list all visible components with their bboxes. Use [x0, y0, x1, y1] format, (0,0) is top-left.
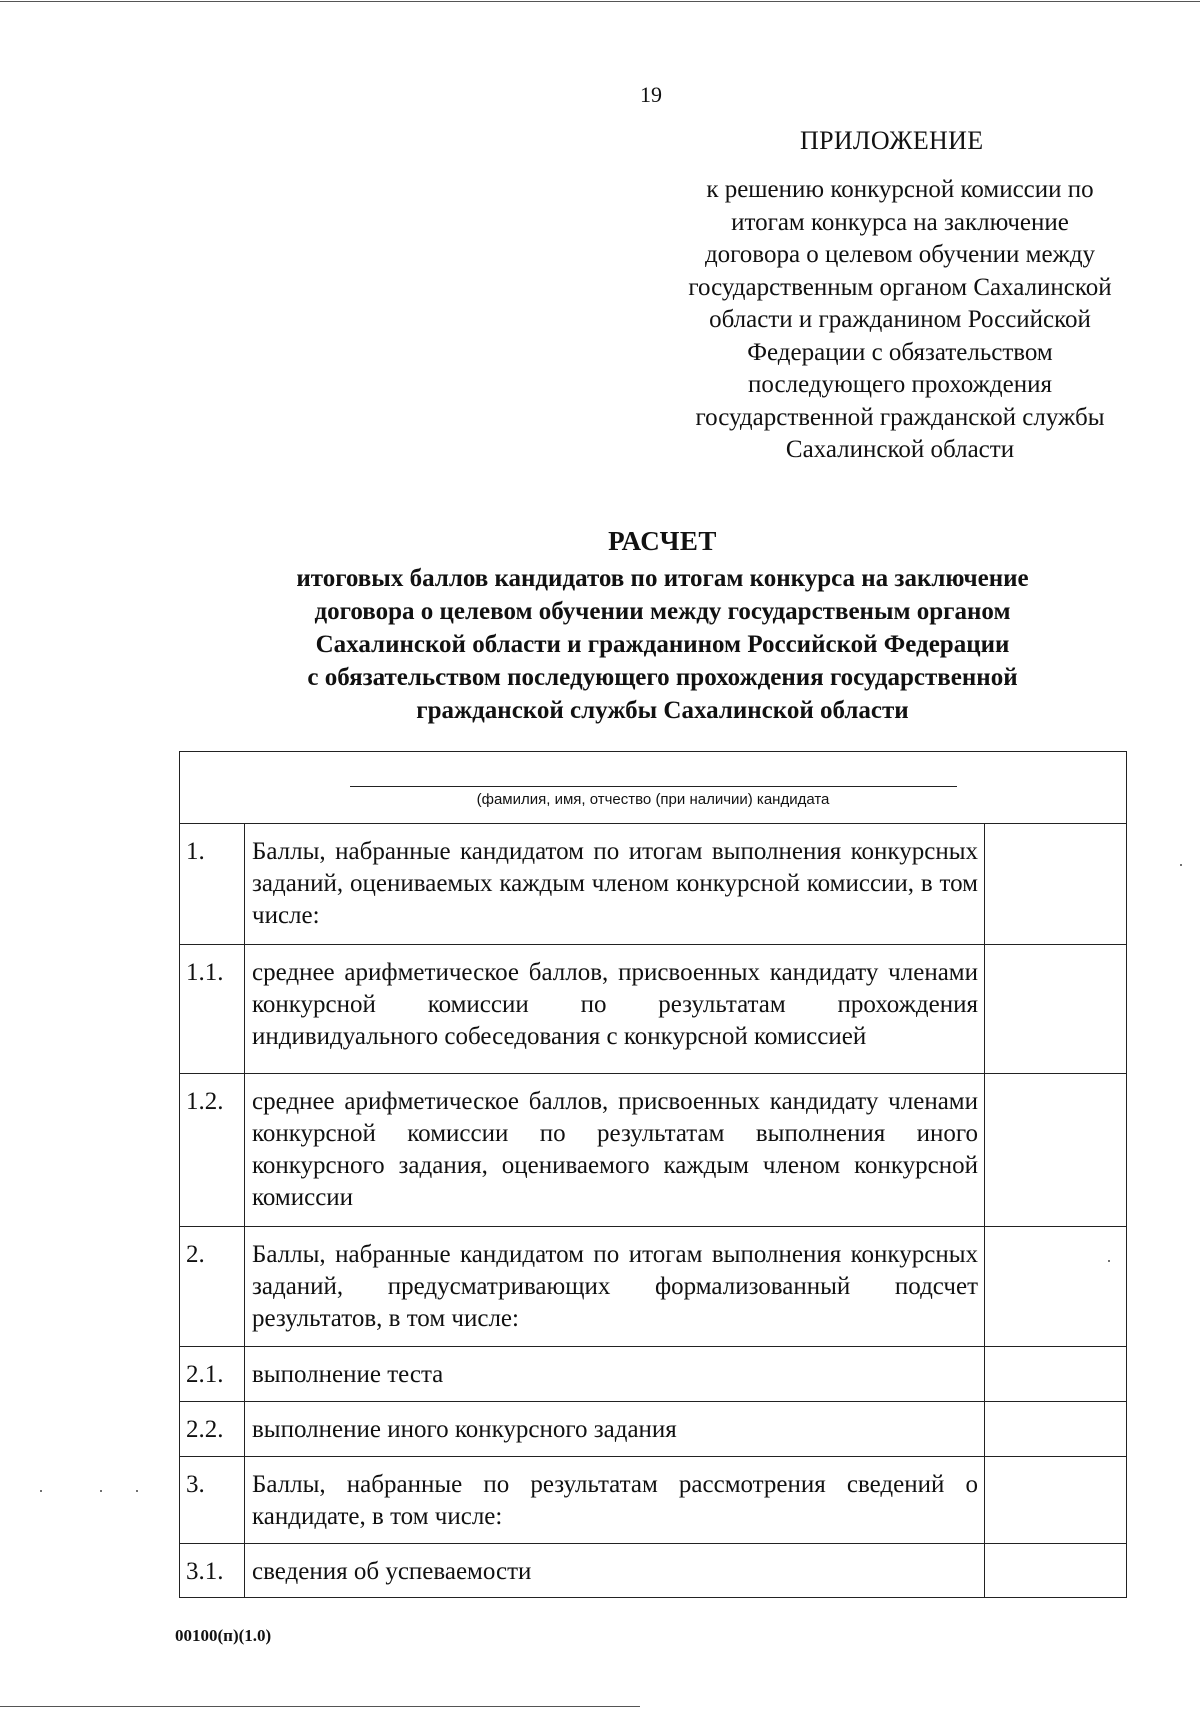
score-table	[179, 751, 1127, 1598]
row-description: сведения об успеваемости	[245, 1544, 985, 1598]
subtitle-line: договора о целевом обучении между государственым органом	[314, 598, 1011, 625]
table-row	[180, 945, 1127, 1074]
row-number: 2.	[180, 1227, 245, 1347]
scan-edge-top	[0, 1, 1200, 2]
scan-edge-bottom	[0, 1706, 640, 1707]
scan-speck	[1180, 864, 1182, 866]
appendix-line: итогам конкурса на заключение	[731, 208, 1069, 236]
row-score	[985, 1457, 1127, 1544]
appendix-line: Федерации с обязательством	[747, 338, 1053, 366]
row-description: выполнение теста	[245, 1347, 985, 1402]
subtitle-line: с обязательством последующего прохождения государственной	[307, 664, 1018, 691]
table-row	[180, 1227, 1127, 1347]
table-row	[180, 1074, 1127, 1227]
subtitle-line: Сахалинской области и гражданином Российской Федерации	[315, 631, 1010, 658]
row-number: 1.2.	[180, 1074, 245, 1227]
table-row	[180, 1402, 1127, 1457]
subtitle-line: гражданской службы Сахалинской области	[416, 697, 909, 724]
scan-speck	[136, 1490, 138, 1492]
document-title: РАСЧЕТ	[608, 526, 717, 556]
row-number: 3.1.	[180, 1544, 245, 1598]
appendix-line: государственной гражданской службы	[695, 403, 1105, 431]
form-code: 00100(п)(1.0)	[175, 1626, 272, 1645]
appendix-line: области и гражданином Российской	[709, 306, 1091, 333]
appendix-reference	[655, 174, 1145, 467]
appendix-line: к решению конкурсной комиссии по	[706, 176, 1094, 203]
page-number: 19	[640, 82, 662, 107]
appendix-line: последующего прохождения	[748, 371, 1052, 398]
row-score	[985, 1402, 1127, 1457]
row-score	[985, 824, 1127, 945]
appendix-title: ПРИЛОЖЕНИЕ	[800, 126, 984, 155]
document-subtitle	[180, 562, 1145, 727]
row-number: 1.	[180, 824, 245, 945]
appendix-line: Сахалинской области	[785, 436, 1015, 463]
row-score	[985, 1227, 1127, 1347]
candidate-name-cell	[180, 752, 1127, 824]
row-number: 2.2.	[180, 1402, 245, 1457]
table-row	[180, 1347, 1127, 1402]
row-number: 3.	[180, 1457, 245, 1544]
row-description: Баллы, набранные кандидатом по итогам выполнения конкурсных заданий, предусматривающих формализованный подсчет результатов, в том числе:	[245, 1227, 985, 1347]
row-number: 2.1.	[180, 1347, 245, 1402]
candidate-name-caption: (фамилия, имя, отчество (при наличии) кандидата	[476, 791, 830, 808]
table-row	[180, 1544, 1127, 1598]
row-score	[985, 1347, 1127, 1402]
table-row	[180, 824, 1127, 945]
table-row	[180, 1457, 1127, 1544]
scan-speck	[40, 1490, 42, 1492]
row-description: среднее арифметическое баллов, присвоенных кандидату членами конкурсной комиссии по результатам прохождения индивидуального собеседования с конкурсной комиссией	[245, 945, 985, 1074]
candidate-header-row	[180, 752, 1127, 824]
row-description: среднее арифметическое баллов, присвоенных кандидату членами конкурсной комиссии по результатам выполнения иного конкурсного задания, оцениваемого каждым членом конкурсной комиссии	[245, 1074, 985, 1227]
scan-speck	[100, 1490, 102, 1492]
candidate-name-line	[350, 786, 957, 787]
row-description: Баллы, набранные по результатам рассмотрения сведений о кандидате, в том числе:	[245, 1457, 985, 1544]
subtitle-line: итоговых баллов кандидатов по итогам конкурса на заключение	[296, 565, 1029, 592]
appendix-line: государственным органом Сахалинской	[688, 273, 1112, 301]
appendix-line: договора о целевом обучении между	[704, 241, 1096, 268]
row-description: выполнение иного конкурсного задания	[245, 1402, 985, 1457]
row-score	[985, 1544, 1127, 1598]
row-score	[985, 1074, 1127, 1227]
row-score	[985, 945, 1127, 1074]
row-number: 1.1.	[180, 945, 245, 1074]
row-description: Баллы, набранные кандидатом по итогам выполнения конкурсных заданий, оцениваемых каждым членом конкурсной комиссии, в том числе:	[245, 824, 985, 945]
